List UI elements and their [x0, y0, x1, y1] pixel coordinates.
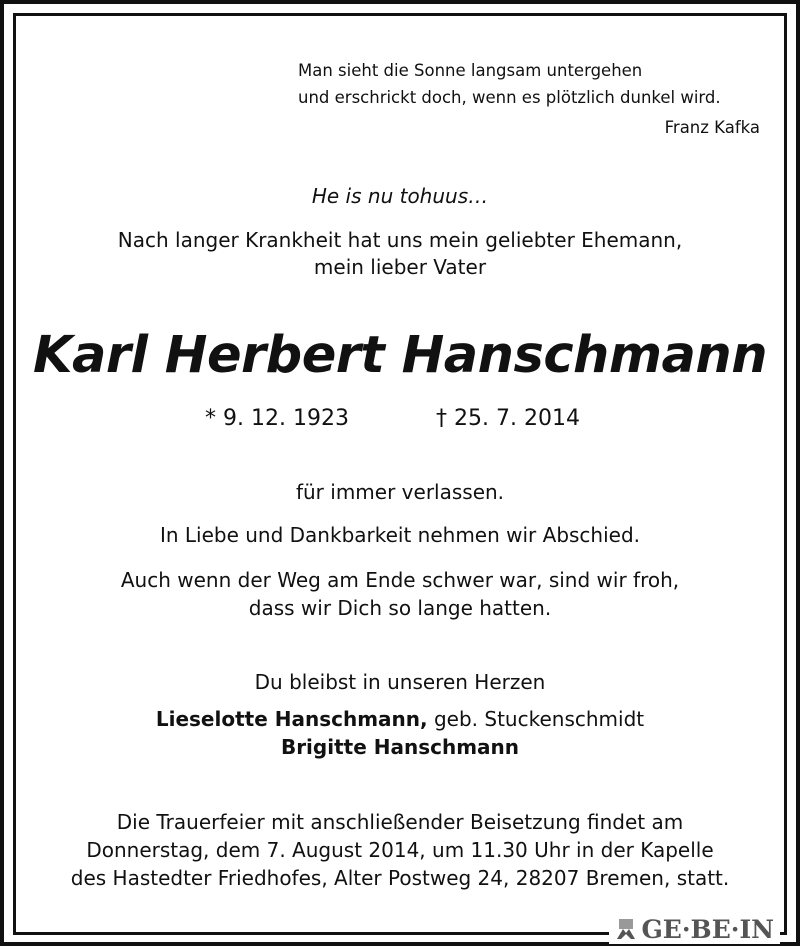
death-date: † 25. 7. 2014 [436, 406, 580, 431]
funeral-line-2: Donnerstag, dem 7. August 2014, um 11.30 Uhr in der Kapelle [86, 838, 714, 862]
body-line-2: In Liebe und Dankbarkeit nehmen wir Abschied. [159, 523, 641, 547]
dialect-line: He is nu tohuus… [311, 184, 489, 208]
logo-figure-icon [615, 917, 637, 941]
birth-date: * 9. 12. 1923 [205, 406, 349, 431]
intro-line-1: Nach langer Krankheit hat uns mein geliebter Ehemann, [117, 228, 683, 252]
mourner-1-maiden: geb. Stuckenschmidt [427, 707, 645, 731]
logo-text: GE·BE·IN [641, 914, 774, 944]
body-line-1: für immer verlassen. [295, 480, 505, 504]
gebein-logo [609, 914, 780, 944]
mourner-2: Brigitte Hanschmann [280, 735, 520, 759]
deceased-name: Karl Herbert Hanschmann [32, 326, 768, 385]
mourner-1-name: Lieselotte Hanschmann, [155, 707, 428, 731]
body-line-3: Auch wenn der Weg am Ende schwer war, sind wir froh, [120, 568, 680, 592]
body-line-4: dass wir Dich so lange hatten. [248, 596, 552, 620]
quote-line-1: Man sieht die Sonne langsam untergehen [298, 61, 643, 80]
funeral-line-1: Die Trauerfeier mit anschließender Beisetzung findet am [116, 810, 684, 834]
quote-author: Franz Kafka [664, 118, 760, 137]
intro-line-2: mein lieber Vater [313, 255, 487, 279]
inner-border [13, 13, 787, 935]
funeral-line-3: des Hastedter Friedhofes, Alter Postweg 24, 28207 Bremen, statt. [70, 866, 730, 890]
mourner-1 [0, 707, 800, 731]
body-line-5: Du bleibst in unseren Herzen [254, 670, 546, 694]
quote-line-2: und erschrickt doch, wenn es plötzlich dunkel wird. [298, 88, 721, 107]
